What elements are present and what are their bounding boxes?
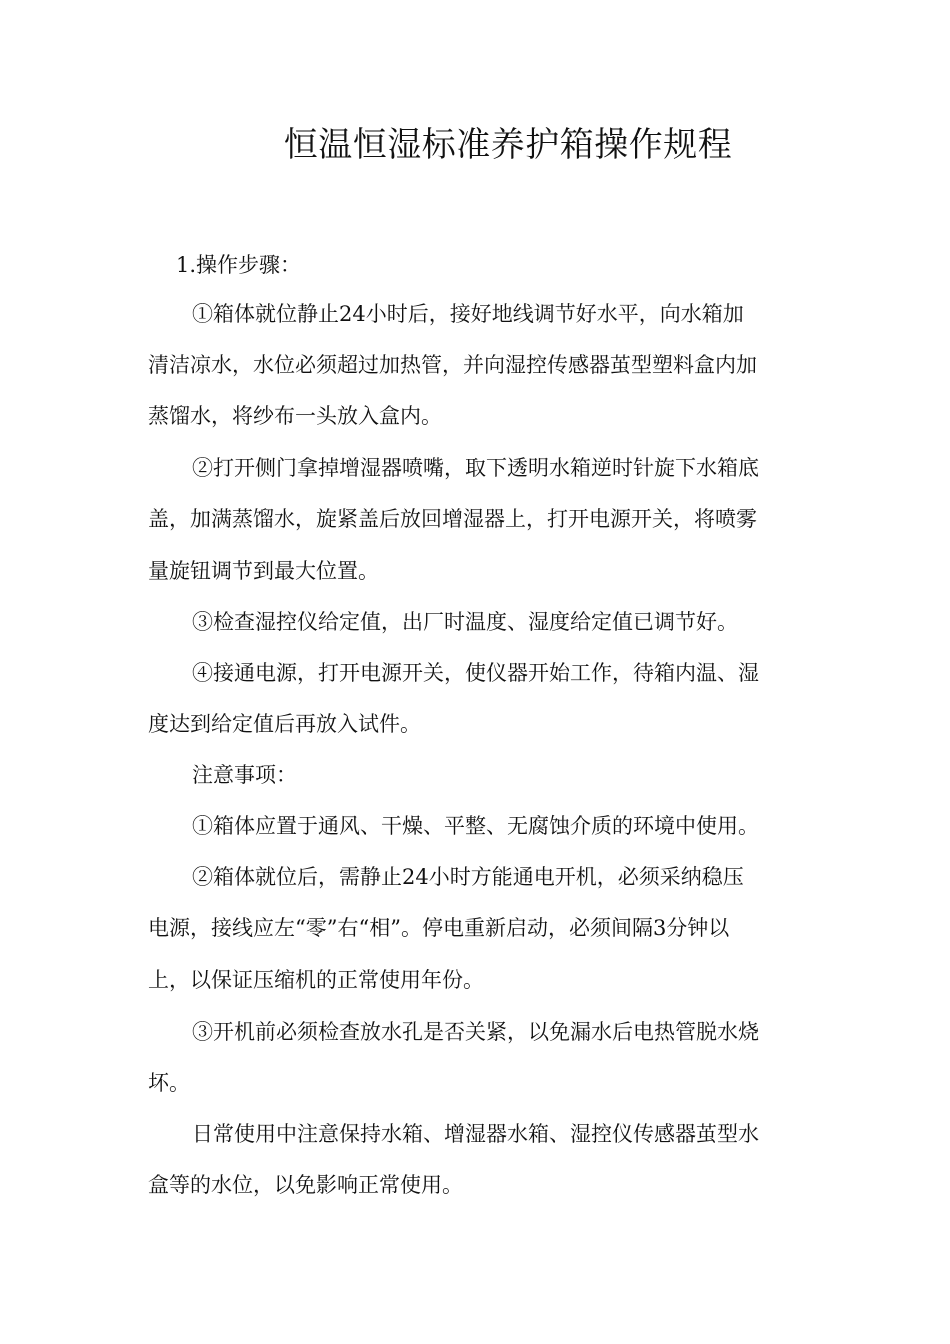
step-1-line-2: 清洁凉水，水位必须超过加热管，并向湿控传感器茧型塑料盒内加 [148, 353, 757, 377]
document-title: 恒温恒湿标准养护箱操作规程 [283, 125, 733, 165]
note-1-line-1: ①箱体应置于通风、干燥、平整、无腐蚀介质的环境中使用。 [192, 814, 759, 838]
note-3-line-1: ③开机前必须检查放水孔是否关紧，以免漏水后电热管脱水烧 [192, 1020, 759, 1044]
note-2-line-1: ②箱体就位后，需静止24小时方能通电开机，必须采纳稳压 [192, 865, 744, 889]
step-2-line-1: ②打开侧门拿掉增湿器喷嘴，取下透明水箱逆时针旋下水箱底 [192, 456, 759, 480]
note-2-line-2: 电源，接线应左“零”右“相”。停电重新启动，必须间隔3分钟以 [148, 916, 730, 940]
closing-line-2: 盒等的水位，以免影响正常使用。 [148, 1173, 463, 1197]
step-4-line-1: ④接通电源，打开电源开关，使仪器开始工作，待箱内温、湿 [192, 661, 759, 685]
step-2-line-3: 量旋钮调节到最大位置。 [148, 559, 379, 583]
note-2-line-3: 上，以保证压缩机的正常使用年份。 [148, 968, 484, 992]
step-1-line-3: 蒸馏水，将纱布一头放入盒内。 [148, 404, 442, 428]
step-1-line-1: ①箱体就位静止24小时后，接好地线调节好水平，向水箱加 [192, 302, 744, 326]
step-2-line-2: 盖，加满蒸馏水，旋紧盖后放回增湿器上，打开电源开关，将喷雾 [148, 507, 757, 531]
step-3-line-1: ③检查湿控仪给定值，出厂时温度、湿度给定值已调节好。 [192, 610, 738, 634]
notes-heading: 注意事项： [192, 763, 297, 787]
closing-line-1: 日常使用中注意保持水箱、增湿器水箱、湿控仪传感器茧型水 [192, 1122, 759, 1146]
note-3-line-2: 坏。 [148, 1071, 190, 1095]
step-4-line-2: 度达到给定值后再放入试件。 [148, 712, 421, 736]
section-heading: 1.操作步骤： [176, 253, 302, 277]
